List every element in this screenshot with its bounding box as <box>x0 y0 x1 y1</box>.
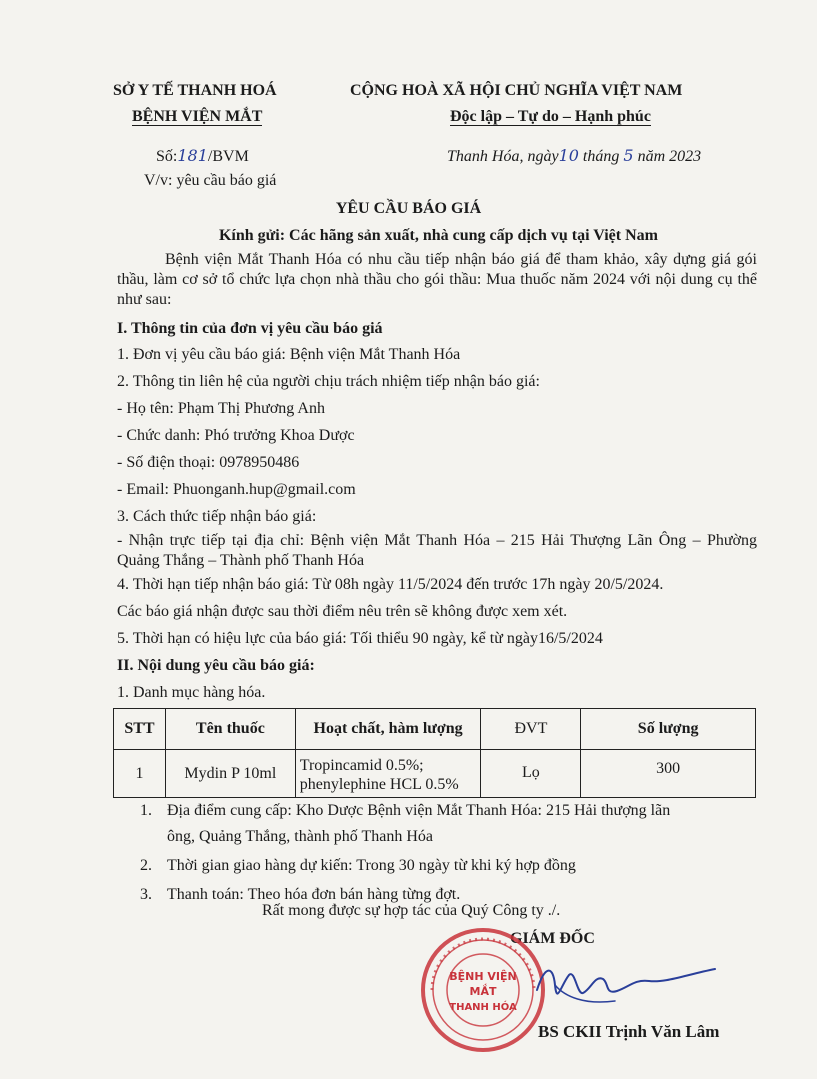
ingredient-line-2: phenylephine HCL 0.5% <box>299 776 459 793</box>
date-day-handwritten: 10 <box>558 146 579 165</box>
list-item-text: Địa điểm cung cấp: Kho Dược Bệnh viện Mắt Thanh Hóa: 215 Hải thượng lãn <box>167 802 671 819</box>
list-item <box>140 800 760 822</box>
doc-no-prefix: Số: <box>156 148 178 165</box>
intro-paragraph: Bệnh viện Mắt Thanh Hóa có nhu cầu tiếp nhận báo giá để tham khảo, xây dựng giá gói thầu, làm cơ sở tổ chức lựa chọn nhà thầu cho gói thầu: Mua thuốc năm 2024 với nội dung cụ thể như sau: <box>117 251 757 308</box>
section2-heading: II. Nội dung yêu cầu báo giá: <box>117 657 315 674</box>
table-row <box>114 750 756 798</box>
goods-table <box>113 708 756 798</box>
date-prefix: Thanh Hóa, ngày <box>447 148 559 165</box>
stamp-text-line-1: BỆNH VIỆN <box>449 970 517 983</box>
cell-drug-name: Mydin P 10ml <box>165 750 295 798</box>
document-title: YÊU CẦU BÁO GIÁ <box>335 200 482 217</box>
document-subject: V/v: yêu cầu báo giá <box>144 172 277 189</box>
terms-list <box>140 800 760 906</box>
contact-phone: - Số điện thoại: 0978950486 <box>117 454 300 471</box>
date-month-label: tháng <box>582 148 620 165</box>
cell-quantity: 300 <box>581 750 756 798</box>
list-item-number: 2. <box>140 857 152 874</box>
national-motto-text: Độc lập – Tự do – Hạnh phúc <box>450 108 651 125</box>
date-year: năm 2023 <box>637 148 702 165</box>
col-header-quantity: Số lượng <box>581 709 756 750</box>
section1-heading: I. Thông tin của đơn vị yêu cầu báo giá <box>117 320 383 337</box>
late-quote-note: Các báo giá nhận được sau thời điểm nêu trên sẽ không được xem xét. <box>117 603 568 620</box>
handwritten-signature <box>525 955 735 1015</box>
recipient-line: Kính gửi: Các hãng sản xuất, nhà cung cấp dịch vụ tại Việt Nam <box>218 227 658 244</box>
goods-list-title: 1. Danh mục hàng hóa. <box>117 684 266 701</box>
agency-name: SỞ Y TẾ THANH HOÁ <box>113 82 277 99</box>
list-item-continuation: ông, Quảng Thắng, thành phố Thanh Hóa <box>167 828 434 845</box>
date-month-handwritten: 5 <box>623 146 634 165</box>
cell-unit: Lọ <box>481 750 581 798</box>
contact-name: - Họ tên: Phạm Thị Phương Anh <box>117 400 325 417</box>
cell-stt: 1 <box>114 750 166 798</box>
col-header-unit: ĐVT <box>481 709 581 750</box>
hospital-name-text: BỆNH VIỆN MẮT <box>132 108 263 125</box>
stamp-text-line-3: THANH HÓA <box>449 1002 517 1013</box>
list-item-number: 3. <box>140 886 152 903</box>
quote-validity: 5. Thời hạn có hiệu lực của báo giá: Tối thiểu 90 ngày, kể từ ngày16/5/2024 <box>117 630 603 647</box>
national-motto <box>450 108 651 126</box>
receipt-method-heading: 3. Cách thức tiếp nhận báo giá: <box>117 508 317 525</box>
col-header-stt: STT <box>114 709 166 750</box>
receipt-deadline: 4. Thời hạn tiếp nhận báo giá: Từ 08h ngày 11/5/2024 đến trước 17h ngày 20/5/2024. <box>117 576 664 593</box>
contact-info-heading: 2. Thông tin liên hệ của người chịu trách nhiệm tiếp nhận báo giá: <box>117 373 540 390</box>
list-item <box>140 855 760 877</box>
list-item-text: Thời gian giao hàng dự kiến: Trong 30 ngày từ khi ký hợp đồng <box>167 857 576 874</box>
document-date <box>447 146 701 166</box>
col-header-drug-name: Tên thuốc <box>165 709 295 750</box>
signer-name: BS CKII Trịnh Văn Lâm <box>538 1022 720 1041</box>
contact-email: - Email: Phuonganh.hup@gmail.com <box>117 481 356 498</box>
contact-position: - Chức danh: Phó trưởng Khoa Dược <box>117 427 355 444</box>
doc-no-handwritten: 181 <box>177 146 208 165</box>
cell-ingredient <box>295 750 481 798</box>
receipt-address: - Nhận trực tiếp tại địa chỉ: Bệnh viện Mắt Thanh Hóa – 215 Hải Thượng Lãn Ông – Phường Quảng Thắng – Thành phố Thanh Hóa <box>117 532 757 569</box>
col-header-ingredient: Hoạt chất, hàm lượng <box>295 709 481 750</box>
signer-role: GIÁM ĐỐC <box>510 930 595 947</box>
document-number <box>156 146 249 166</box>
doc-no-suffix: /BVM <box>207 148 249 165</box>
requesting-unit: 1. Đơn vị yêu cầu báo giá: Bệnh viện Mắt Thanh Hóa <box>117 346 461 363</box>
closing-remark: Rất mong được sự hợp tác của Quý Công ty ./. <box>262 902 561 919</box>
list-item-number: 1. <box>140 802 152 819</box>
list-item-text: Thanh toán: Theo hóa đơn bán hàng từng đợt. <box>167 886 461 903</box>
nation-title: CỘNG HOÀ XÃ HỘI CHỦ NGHĨA VIỆT NAM <box>350 82 683 99</box>
table-header-row <box>114 709 756 750</box>
stamp-text-line-2: MẮT <box>469 985 497 998</box>
hospital-name <box>132 108 262 126</box>
ingredient-line-1: Tropincamid 0.5%; <box>299 757 424 774</box>
